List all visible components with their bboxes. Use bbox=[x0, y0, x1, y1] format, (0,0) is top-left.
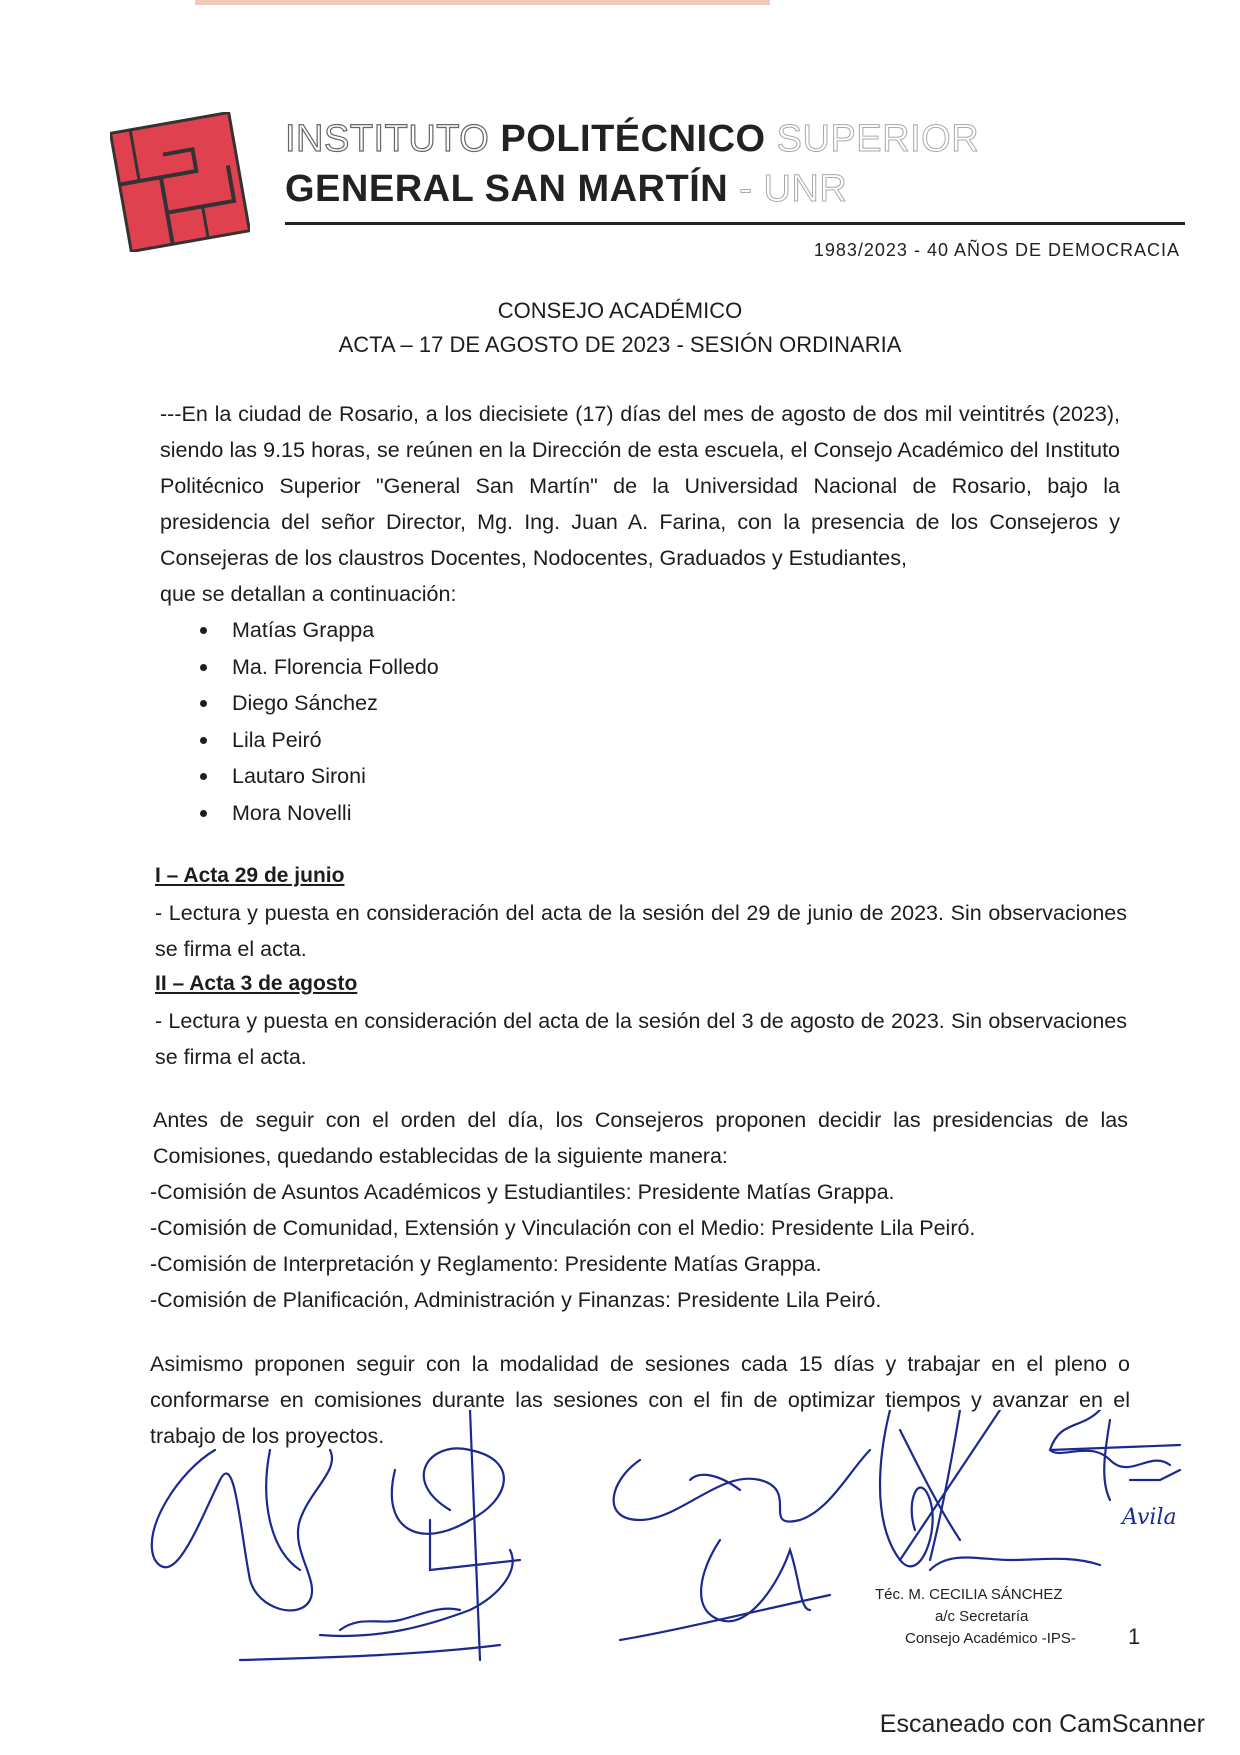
header-tagline: 1983/2023 - 40 AÑOS DE DEMOCRACIA bbox=[813, 240, 1180, 260]
commission-list bbox=[150, 1174, 975, 1318]
list-item: -Comisión de Planificación, Administración y Finanzas: Presidente Lila Peiró. bbox=[150, 1288, 882, 1312]
header-rule bbox=[285, 222, 1185, 225]
attendee-list bbox=[200, 612, 439, 831]
list-item: -Comisión de Interpretación y Reglamento: Presidente Matías Grappa. bbox=[150, 1252, 822, 1276]
list-item: Diego Sánchez bbox=[200, 685, 439, 722]
section-text-1: - Lectura y puesta en consideración del acta de la sesión del 29 de junio de 2023. Sin observaciones se firma el acta. bbox=[155, 901, 1127, 961]
institute-word-unr: UNR bbox=[763, 168, 848, 210]
page-number: 1 bbox=[1128, 1624, 1141, 1649]
institute-word-general-san-martin: GENERAL SAN MARTÍN bbox=[285, 168, 729, 210]
intro-paragraph-end: que se detallan a continuación: bbox=[160, 582, 457, 606]
commissions-intro-paragraph: Antes de seguir con el orden del día, los Consejeros proponen decidir las presidencias de las Comisiones, quedando establecidas de la siguiente manera: bbox=[153, 1108, 1128, 1168]
document-title: CONSEJO ACADÉMICO bbox=[497, 298, 743, 323]
section-heading-2: II – Acta 3 de agosto bbox=[155, 972, 358, 995]
section-heading-1: I – Acta 29 de junio bbox=[155, 864, 345, 887]
signatory-council: Consejo Académico -IPS- bbox=[905, 1630, 1076, 1647]
list-item: Mora Novelli bbox=[200, 795, 439, 832]
institute-name-line1 bbox=[285, 118, 979, 161]
signatory-name: Téc. M. CECILIA SÁNCHEZ bbox=[875, 1586, 1063, 1603]
institute-word-superior: SUPERIOR bbox=[776, 118, 980, 160]
signatory-role: a/c Secretaría bbox=[935, 1608, 1029, 1625]
list-item: Ma. Florencia Folledo bbox=[200, 649, 439, 686]
list-item: Matías Grappa bbox=[200, 612, 439, 649]
institute-logo bbox=[110, 112, 250, 252]
institute-name-line2 bbox=[285, 168, 847, 211]
list-item: Lila Peiró bbox=[200, 722, 439, 759]
signature-block bbox=[875, 1584, 1135, 1650]
scanner-watermark: Escaneado con CamScanner bbox=[879, 1710, 1205, 1738]
institute-word-instituto: INSTITUTO bbox=[285, 118, 490, 160]
intro-paragraph: ---En la ciudad de Rosario, a los diecisiete (17) días del mes de agosto de dos mil veintitrés (2023), siendo las 9.15 horas, se reúnen en la Dirección de esta escuela, el Consejo Académico del Instituto Politécnico Superior "General San Martín" de la Universidad Nacional de Rosario, bajo la presidencia del señor Director, Mg. Ing. Juan A. Farina, con la presencia de los Consejeros y Consejeras de los claustros Docentes, Nodocentes, Graduados y Estudiantes, bbox=[160, 402, 1120, 570]
section-text-2: - Lectura y puesta en consideración del acta de la sesión del 3 de agosto de 2023. Sin observaciones se firma el acta. bbox=[155, 1009, 1127, 1069]
scan-edge-strip bbox=[195, 0, 770, 5]
document-subtitle: ACTA – 17 DE AGOSTO DE 2023 - SESIÓN ORDINARIA bbox=[338, 332, 902, 357]
list-item: Lautaro Sironi bbox=[200, 758, 439, 795]
list-item: -Comisión de Comunidad, Extensión y Vinculación con el Medio: Presidente Lila Peiró. bbox=[150, 1216, 976, 1240]
institute-word-politecnico: POLITÉCNICO bbox=[500, 118, 766, 160]
closing-paragraph: Asimismo proponen seguir con la modalidad de sesiones cada 15 días y trabajar en el pleno o conformarse en comisiones durante las sesiones con el fin de optimizar tiempos y avanzar en el trabajo de los proyectos. bbox=[150, 1352, 1130, 1448]
handwritten-note: Avila bbox=[1122, 1505, 1177, 1530]
institute-separator: - bbox=[739, 168, 753, 210]
list-item: -Comisión de Asuntos Académicos y Estudiantiles: Presidente Matías Grappa. bbox=[150, 1180, 895, 1204]
